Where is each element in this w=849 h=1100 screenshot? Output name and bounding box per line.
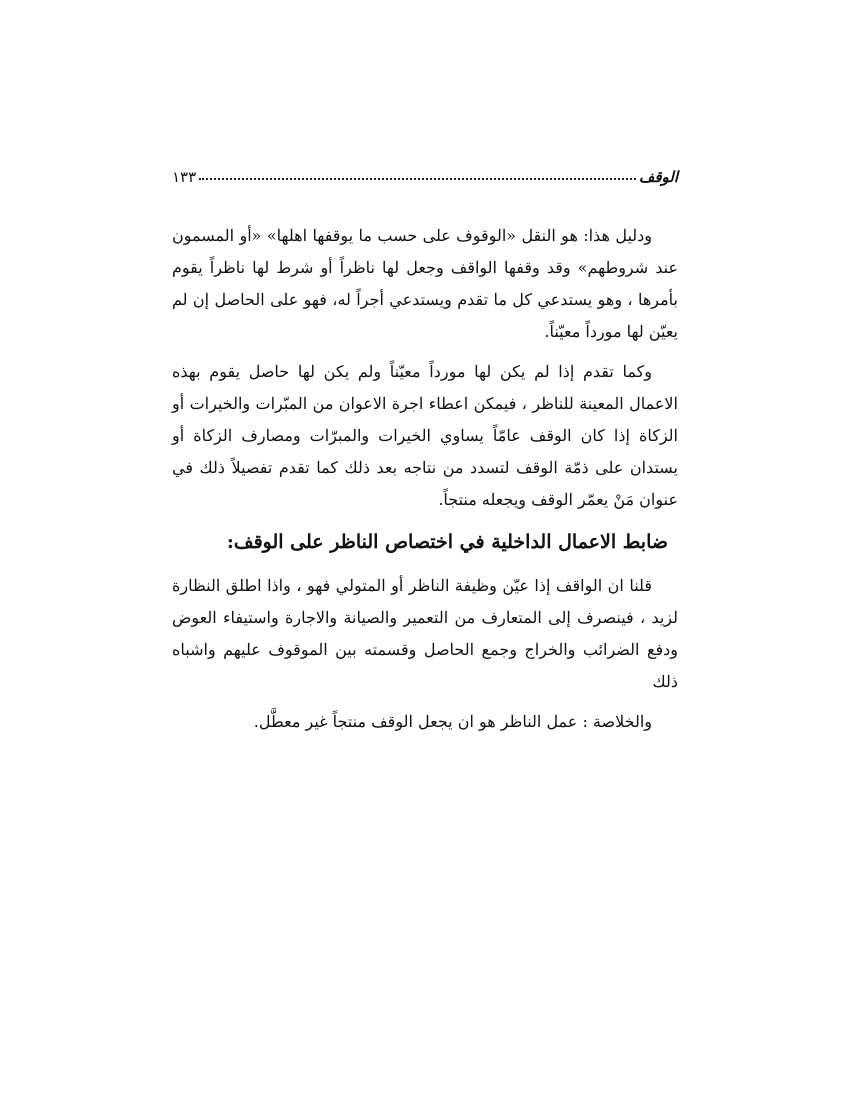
section-heading: ضابط الاعمال الداخلية في اختصاص الناظر على الوقف: [226, 531, 668, 553]
paragraph-wages: وكما تقدم إذا لم يكن لها مورداً معيّناً ولم يكن لها حاصل يقوم بهذه الاعمال المعينة للناظر ، فيمكن اعطاء اجرة الاعوان من المبّرات والخيرات أو الزكاة إذا كان الوقف عامّاً يساوي الخيرات والمبرّات ومصارف الزكاة أو يستدان على ذمّة الوقف لتسدد من نتاجه بعد ذلك كما تقدم تفصيلاً ذلك في عنوان مَنْ يعمّر الوقف ويجعله منتجاً. [172, 362, 679, 509]
paragraph-duties: قلنا ان الواقف إذا عيّن وظيفة الناظر أو المتولي فهو ، واذا اطلق النظارة لزيد ، فينصرف إلى المتعارف من التعمير والصيانة والاجارة واستيفاء العوض ودفع الضرائب والخراج وجمع الحاصل وقسمته بين الموقوف عليهم واشباه ذلك [172, 576, 678, 691]
paragraph-summary: والخلاصة : عمل الناظر هو ان يجعل الوقف منتجاً غير معطَّل. [253, 712, 652, 731]
header-title: الوقف [638, 168, 678, 186]
running-header [172, 160, 678, 186]
page-number: ١٣٣ [172, 168, 197, 186]
header-dot-leader [199, 178, 636, 180]
body-text [172, 220, 678, 746]
paragraph-evidence: ودليل هذا: هو النقل «الوقوف على حسب ما يوقفها اهلها» «أو المسمون عند شروطهم» وقد وقفها الواقف وجعل لها ناظراً أو شرط لها ناظراً يقوم بأمرها ، وهو يستدعي كل ما تقدم ويستدعي أجراً له، فهو على الحاصل إن لم يعيّن لها مورداً معيّناً. [172, 226, 679, 341]
